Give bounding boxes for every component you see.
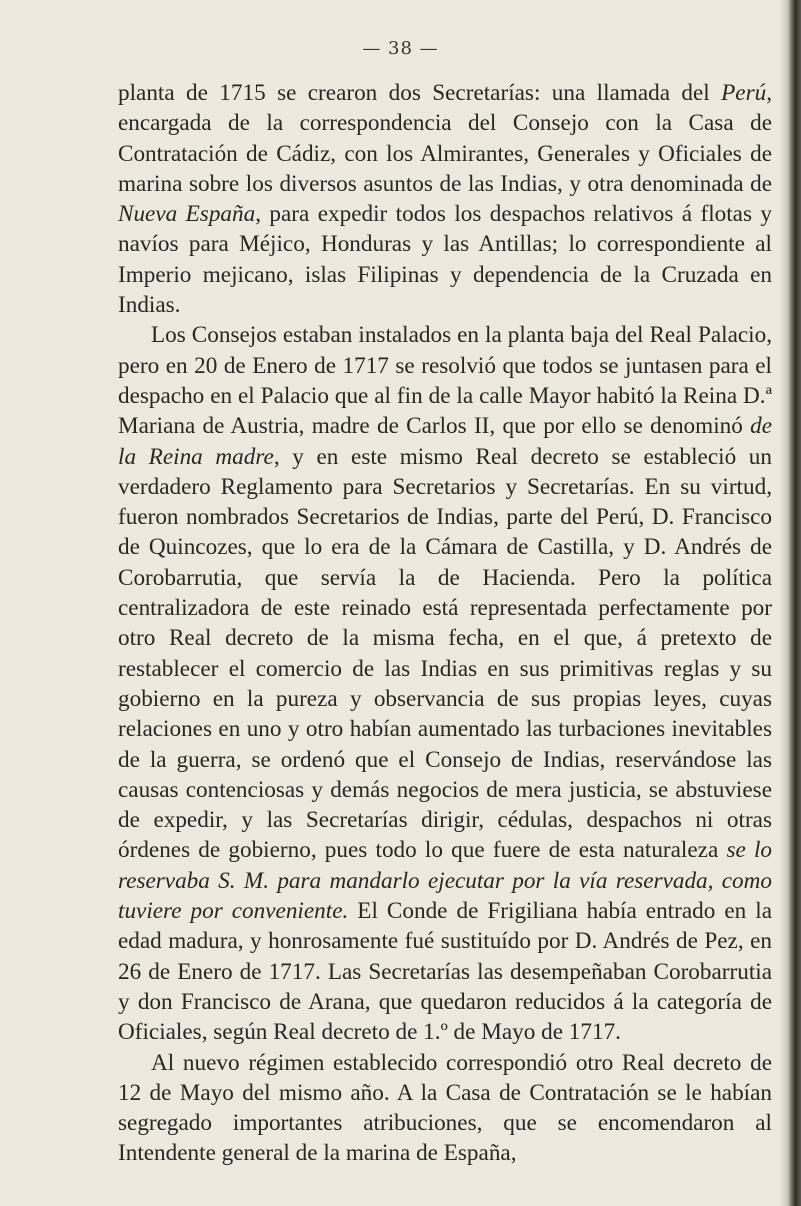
italic-text-segment: de la Reina madre: [118, 413, 772, 470]
text-segment: Al nuevo régimen establecido correspondió otro Real decreto de 12 de Mayo del mismo año. A la Casa de Contratación se le habían segregado importantes atribuciones, que se encomendaron al Intendente general de la marina de España,: [118, 1049, 772, 1167]
italic-text-segment: se lo reservaba S. M. para mandarlo ejecutar por la vía reservada, como tuviere por conveniente.: [118, 837, 773, 925]
text-segment: Los Consejos estaban instalados en la planta baja del Real Palacio, pero en 20 de Enero de 1717 se resolvió que todos se juntasen para el despacho en el Palacio que al fin de la calle Mayor habitó la Reina D.ª Mariana de Austria, madre de Carlos II, que por ello se denominó: [118, 322, 772, 440]
italic-text-segment: Perú: [721, 80, 767, 106]
text-segment: , para expedir todos los despachos relativos á flotas y navíos para Méjico, Honduras y las Antillas; lo correspondiente al Imperio mejicano, islas Filipinas y dependencia de la Cruzada en Indias.: [118, 201, 772, 319]
text-segment: planta de 1715 se crearon dos Secretarías: una llamada del: [118, 80, 722, 106]
paragraph-3: [118, 1048, 772, 1169]
paragraph-2: [118, 320, 772, 1047]
paragraph-1: [118, 78, 772, 320]
text-segment: , y en este mismo Real decreto se estableció un verdadero Reglamento para Secretarios y Secretarías. En su virtud, fueron nombrados Secretarios de Indias, parte del Perú, D. Francisco de Quincozes, que lo era de la Cámara de Castilla, y D. Andrés de Corobarrutia, que servía la de Hacienda. Pero la política centralizadora de este reinado está representada perfectamente por otro Real decreto de la misma fecha, en el que, á pretexto de restablecer el comercio de las Indias en sus primitivas reglas y su gobierno en la pureza y observancia de sus propias leyes, cuyas relaciones en uno y otro habían aumentado las turbaciones inevitables de la guerra, se ordenó que el Consejo de Indias, reservándose las causas contenciosas y demás negocios de mera justicia, se abstuviese de expedir, y las Secretarías dirigir, cédulas, despachos ni otras órdenes de gobierno, pues todo lo que fuere de esta naturaleza: [118, 443, 772, 864]
text-segment: , encargada de la correspondencia del Consejo con la Casa de Contratación de Cádiz, con los Almirantes, Generales y Oficiales de marina sobre los diversos asuntos de las Indias, y otra denominada de: [118, 80, 772, 197]
italic-text-segment: Nueva España: [118, 201, 256, 228]
page-edge-dark: [787, 0, 801, 1206]
body-text: [118, 78, 772, 1169]
text-segment: El Conde de Frigiliana había entrado en la edad madura, y honrosamente fué sustituído por D. Andrés de Pez, en 26 de Enero de 1717. Las Secretarías las desempeñaban Corobarrutia y don Francisco de Arana, que quedaron reducidos á la categoría de Oficiales, según Real decreto de 1.º de Mayo de 1717.: [118, 898, 772, 1046]
page-gutter-shadow: [779, 0, 787, 1206]
page-number: — 38 —: [362, 38, 439, 59]
